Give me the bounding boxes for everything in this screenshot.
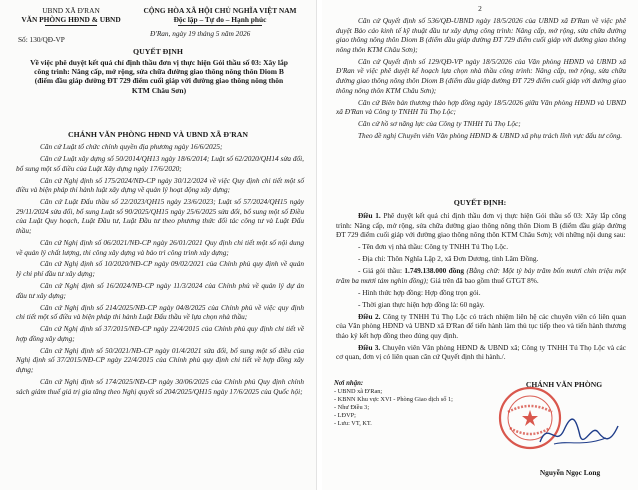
contractor-name: - Tên đơn vị nhà thầu: Công ty TNHH Tú Thọ Lộc. xyxy=(358,242,509,252)
legal-basis: Căn cứ Nghị định số 37/2015/NĐ-CP ngày 22/4/2015 của Chính phủ quy định chi tiết về hợp đồng xây dựng; xyxy=(16,324,304,343)
legal-basis: Theo đề nghị Chuyên viên Văn phòng HĐND & UBND xã phụ trách lĩnh vực đấu tư công. xyxy=(358,131,623,141)
document-title: QUYẾT ĐỊNH xyxy=(133,47,183,56)
package-price xyxy=(336,266,626,285)
page-two xyxy=(322,0,638,490)
org-underline xyxy=(45,25,97,26)
document-number: Số: 130/QĐ-VP xyxy=(18,35,65,44)
contract-duration: - Thời gian thực hiện hợp đồng là: 60 ngày. xyxy=(358,299,485,309)
legal-basis: Căn cứ Nghị định số 10/2020/NĐ-CP ngày 09/02/2021 của Chính phủ quy định về quản lý chi phí đầu tư xây dựng; xyxy=(16,259,304,279)
signer-title: CHÁNH VĂN PHÒNG xyxy=(525,380,603,389)
place-date: Đ'Ran, ngày 19 tháng 5 năm 2026 xyxy=(150,29,251,38)
org-line-2: VĂN PHÒNG HĐND & UBND xyxy=(21,15,121,24)
legal-basis: Căn cứ Quyết định số 536/QĐ-UBND ngày 18/5/2026 của UBND xã Đ'Ran về việc phê duyệt Báo cáo kinh tế kỹ thuật đầu tư xây dựng công trình: Nâng cấp, mở rộng, sửa chữa đường giao thông nông thôn Diom B (điểm đầu giáp đường ĐT 729 điểm cuối giáp với đường giao thông nông thôn KTM Châu Sơn); xyxy=(336,16,626,54)
nation-underline xyxy=(178,25,262,26)
article-1 xyxy=(336,211,626,240)
org-line-1: UBND XÃ Đ'RAN xyxy=(42,6,100,15)
legal-basis: Căn cứ Nghị định số 50/2021/NĐ-CP ngày 01/4/2021 sửa đổi, bổ sung một số điều của Nghị định số 37/2015/NĐ-CP ngày 22/4/2015 của Chính phủ quy định chi tiết về hợp đồng xây dựng; xyxy=(16,345,304,374)
nation-line-2: Độc lập – Tự do – Hạnh phúc xyxy=(173,15,267,24)
page-one xyxy=(0,0,317,490)
legal-bases-continued xyxy=(336,16,626,143)
legal-basis: Căn cứ Luật xây dựng số 50/2014/QH13 ngày 18/6/2014; Luật số 62/2020/QH14 sửa đổi, bổ sung một số điều của Luật Xây dựng ngày 17/6/2020; xyxy=(16,153,304,173)
legal-bases-list xyxy=(16,142,304,399)
article-2 xyxy=(336,312,626,341)
recipient-item: - UBND xã Đ'Ran; xyxy=(334,388,383,396)
article-1-label: Điều 1. xyxy=(358,211,381,220)
document-subject: Về việc phê duyệt kết quả chỉ định thầu đơn vị thực hiện Gói thầu số 03: Xây lắp công trình: Nâng cấp, mở rộng, sửa chữa đường giao thông nông thôn Diom B (điểm đầu giáp đường ĐT 729 điểm cuối giáp với đường giao thông nông thôn KTM Châu Sơn) xyxy=(30,58,288,95)
decision-body xyxy=(336,211,626,364)
article-3-label: Điều 3. xyxy=(358,342,381,352)
decision-heading: QUYẾT ĐỊNH: xyxy=(453,198,507,207)
recipient-item: - Như Điều 3; xyxy=(334,404,370,412)
recipient-item: - Lưu: VT, KT. xyxy=(334,420,372,428)
legal-basis: Căn cứ Nghị định số 16/2024/NĐ-CP ngày 11/3/2024 của Chính phủ về quản lý dự án đầu tư xây dựng; xyxy=(16,281,304,300)
price-in-words: (Bằng chữ: Một tỷ bảy trăm bốn mươi chín triệu một trăm ba mươi tám nghìn đồng); xyxy=(336,266,626,285)
legal-basis: Căn cứ Nghị định số 06/2021/NĐ-CP ngày 26/01/2021 Quy định chi tiết một số nội dung về quản lý chất lượng, thi công xây dựng và bảo trì công trình xây dựng; xyxy=(16,237,304,257)
legal-basis: Căn cứ hồ sơ năng lực của Công ty TNHH Tú Thọ Lộc; xyxy=(358,119,521,129)
recipient-item: - LĐVP; xyxy=(334,412,356,420)
authority-heading: CHÁNH VĂN PHÒNG HĐND VÀ UBND XÃ Đ'RAN xyxy=(67,130,249,139)
legal-basis: Căn cứ Luật Đấu thầu số 22/2023/QH15 ngày 23/6/2023; Luật số 57/2024/QH15 ngày 29/11/2024 sửa đổi, bổ sung Luật số 90/2025/QH15 ngày 25/6/2025 sửa đổi, bổ sung một số Điều của Luật Quy hoạch, Luật Đầu tư, Luật Đầu tư theo phương thức đối tác công tư và Luật Đấu thầu; xyxy=(16,197,304,235)
recipient-item: - KBNN Khu vực XVI - Phòng Giao dịch số 1; xyxy=(334,396,453,404)
recipients-block xyxy=(334,380,464,429)
article-2-text: Công ty TNHH Tú Thọ Lộc có trách nhiệm liên hệ các chuyên viên có liên quan của Văn phòng HĐND và UBND xã Đ'Ran để tiến hành làm thủ tục tiếp theo và tiến hành thương thảo ký kết hợp đồng theo đúng quy định. xyxy=(336,311,626,340)
issuing-authority xyxy=(16,6,126,26)
legal-basis: Căn cứ Nghị định số 214/2025/NĐ-CP ngày 04/8/2025 của Chính phủ về việc quy định chi tiết một số điều và biện pháp thi hành Luật Đấu thầu về lựa chọn nhà thầu; xyxy=(16,302,304,322)
nation-line-1: CỘNG HÒA XÃ HỘI CHỦ NGHĨA VIỆT NAM xyxy=(143,6,297,15)
contract-form: - Hình thức hợp đồng: Hợp đồng trọn gói. xyxy=(358,287,481,297)
article-3-text: Chuyên viên Văn phòng HĐND & UBND xã; Công ty TNHH Tú Thọ Lộc và các cơ quan, đơn vị có liên quan căn cứ Quyết định thi hành./. xyxy=(336,342,626,362)
legal-basis: Căn cứ Quyết định số 129/QĐ-VP ngày 18/5/2026 của Văn phòng HĐND và UBND xã Đ'Ran về việc phê duyệt kế hoạch lựa chọn nhà thầu công trình: Nâng cấp, mở rộng, sửa chữa đường giao thông nông thôn Diom B (điểm đầu giáp đường ĐT 729 điểm cuối giáp với đường giao thông nông thôn KTM Châu Sơn); xyxy=(336,56,626,95)
article-2-label: Điều 2. xyxy=(358,311,381,321)
national-heading xyxy=(130,6,310,26)
price-prefix: - Giá gói thầu: xyxy=(358,266,405,276)
page-number: 2 xyxy=(478,4,482,13)
recipients-label: Nơi nhận: xyxy=(334,380,364,387)
article-3 xyxy=(336,343,626,362)
price-value: 1.749.138.000 đồng xyxy=(404,266,465,276)
signer-name: Nguyễn Ngọc Long xyxy=(539,468,601,477)
price-tax-note: Giá trên đã bao gồm thuế GTGT 8%. xyxy=(428,275,539,285)
article-1-text: Phê duyệt kết quả chỉ định thầu đơn vị thực hiện Gói thầu số 03: Xây lắp công trình: Nâng cấp, mở rộng, sửa chữa đường giao thông nông thôn Diom B (điểm đầu giáp đường ĐT 729 điểm cuối giáp với đường giao thông nông thôn KTM Châu Sơn); với những nội dung sau: xyxy=(336,211,626,240)
legal-basis: Căn cứ Luật tổ chức chính quyền địa phương ngày 16/6/2025; xyxy=(40,142,223,151)
contractor-address: - Địa chỉ: Thôn Nghĩa Lập 2, xã Đơn Dương, tỉnh Lâm Đồng. xyxy=(358,254,539,264)
legal-basis: Căn cứ Nghị định số 174/2025/NĐ-CP ngày 30/06/2025 của Chính phủ Quy định chính sách giảm thuế giá trị gia tăng theo Nghị quyết số 204/2025/QH15 ngày 17/6/2025 của Quốc hội; xyxy=(16,376,304,396)
legal-basis: Căn cứ Biên bản thương thảo hợp đồng ngày 18/5/2026 giữa Văn phòng HĐND và UBND xã Đ'Ran và Công ty TNHH Tú Thọ Lộc; xyxy=(336,97,626,117)
handwritten-signature xyxy=(536,414,622,452)
legal-basis: Căn cứ Nghị định số 175/2024/NĐ-CP ngày 30/12/2024 về việc Quy định chi tiết một số điều và biện pháp thi hành luật xây dựng về quản lý hoạt động xây dựng; xyxy=(16,175,304,195)
